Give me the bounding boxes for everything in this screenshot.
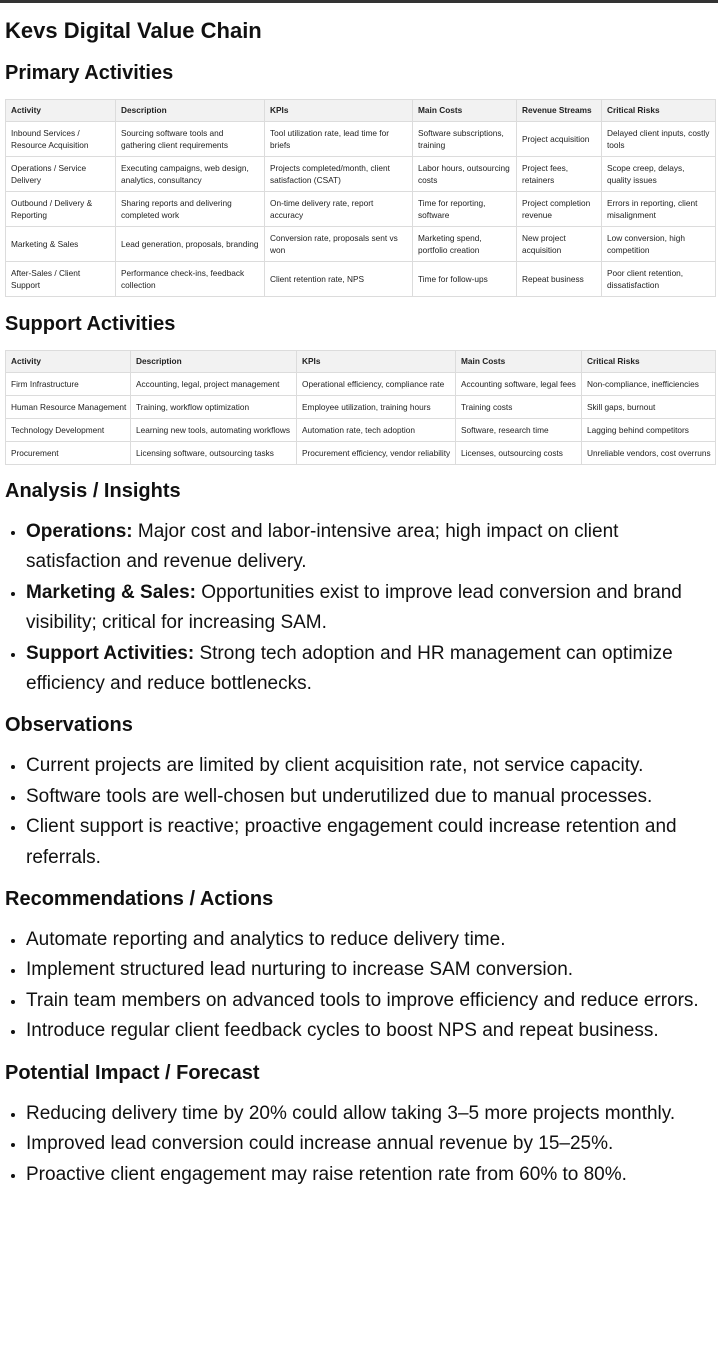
table-row [6, 396, 716, 419]
table-cell: Outbound / Delivery & Reporting [6, 192, 116, 227]
table-cell: After-Sales / Client Support [6, 262, 116, 297]
list-item: • Implement structured lead nurturing to increase SAM conversion. [26, 955, 713, 985]
table-cell: Marketing spend, portfolio creation [413, 227, 517, 262]
table-cell: Tool utilization rate, lead time for briefs [265, 122, 413, 157]
table-cell: Lagging behind competitors [582, 419, 716, 442]
table-cell: Performance check-ins, feedback collection [116, 262, 265, 297]
table-row [6, 262, 716, 297]
table-cell: Accounting, legal, project management [131, 373, 297, 396]
column-header: Description [116, 100, 265, 122]
table-cell: Repeat business [517, 262, 602, 297]
table-row [6, 192, 716, 227]
recommendations-list [5, 925, 713, 1047]
analysis-heading: Analysis / Insights [5, 480, 181, 502]
table-cell: Skill gaps, burnout [582, 396, 716, 419]
column-header: KPIs [265, 100, 413, 122]
column-header: Main Costs [413, 100, 517, 122]
table-cell: Client retention rate, NPS [265, 262, 413, 297]
table-cell: Sourcing software tools and gathering client requirements [116, 122, 265, 157]
table-row [6, 122, 716, 157]
table-cell: Training costs [456, 396, 582, 419]
table-cell: Inbound Services / Resource Acquisition [6, 122, 116, 157]
table-row [6, 442, 716, 465]
analysis-list [5, 517, 713, 699]
column-header: Revenue Streams [517, 100, 602, 122]
table-row [6, 227, 716, 262]
table-cell: Project completion revenue [517, 192, 602, 227]
table-cell: Procurement efficiency, vendor reliability [297, 442, 456, 465]
list-item: • Reducing delivery time by 20% could allow taking 3–5 more projects monthly. [26, 1099, 713, 1129]
table-cell: Operational efficiency, compliance rate [297, 373, 456, 396]
column-header: Activity [6, 351, 131, 373]
primary-activities-heading: Primary Activities [5, 62, 174, 84]
list-item-label: Marketing & Sales: [26, 581, 196, 603]
table-cell: Software subscriptions, training [413, 122, 517, 157]
column-header: Critical Risks [582, 351, 716, 373]
list-item: • Train team members on advanced tools to improve efficiency and reduce errors. [26, 986, 713, 1016]
list-item: • Automate reporting and analytics to reduce delivery time. [26, 925, 713, 955]
table-cell: Project fees, retainers [517, 157, 602, 192]
document-body [0, 16, 718, 1190]
table-cell: Errors in reporting, client misalignment [602, 192, 716, 227]
top-border [0, 0, 718, 3]
list-item-label: Support Activities: [26, 642, 195, 664]
table-header-row [6, 100, 716, 122]
table-cell: Time for reporting, software [413, 192, 517, 227]
list-item: • Proactive client engagement may raise retention rate from 60% to 80%. [26, 1160, 713, 1190]
table-cell: Low conversion, high competition [602, 227, 716, 262]
impact-list [5, 1099, 713, 1190]
table-cell: Licenses, outsourcing costs [456, 442, 582, 465]
table-cell: Time for follow-ups [413, 262, 517, 297]
list-item [26, 578, 713, 639]
table-cell: Delayed client inputs, costly tools [602, 122, 716, 157]
table-cell: Training, workflow optimization [131, 396, 297, 419]
impact-heading: Potential Impact / Forecast [5, 1061, 260, 1084]
list-item: • Current projects are limited by client acquisition rate, not service capacity. [26, 751, 713, 781]
list-item-text: Opportunities exist to improve lead conversion and brand visibility; critical for increasing SAM. [26, 581, 682, 634]
table-cell: Firm Infrastructure [6, 373, 131, 396]
column-header: Activity [6, 100, 116, 122]
table-cell: Software, research time [456, 419, 582, 442]
observations-heading: Observations [5, 714, 133, 737]
list-item [26, 517, 713, 578]
column-header: KPIs [297, 351, 456, 373]
table-cell: Employee utilization, training hours [297, 396, 456, 419]
table-cell: Labor hours, outsourcing costs [413, 157, 517, 192]
table-cell: Accounting software, legal fees [456, 373, 582, 396]
table-cell: On-time delivery rate, report accuracy [265, 192, 413, 227]
table-cell: Sharing reports and delivering completed work [116, 192, 265, 227]
list-item: • Software tools are well-chosen but underutilized due to manual processes. [26, 782, 713, 812]
table-cell: Unreliable vendors, cost overruns [582, 442, 716, 465]
table-row [6, 157, 716, 192]
column-header: Main Costs [456, 351, 582, 373]
table-cell: Projects completed/month, client satisfaction (CSAT) [265, 157, 413, 192]
table-cell: Poor client retention, dissatisfaction [602, 262, 716, 297]
support-activities-table [5, 350, 716, 465]
table-cell: Scope creep, delays, quality issues [602, 157, 716, 192]
table-header-row [6, 351, 716, 373]
table-cell: New project acquisition [517, 227, 602, 262]
table-cell: Conversion rate, proposals sent vs won [265, 227, 413, 262]
table-cell: Learning new tools, automating workflows [131, 419, 297, 442]
table-cell: Operations / Service Delivery [6, 157, 116, 192]
table-cell: Non-compliance, inefficiencies [582, 373, 716, 396]
table-cell: Executing campaigns, web design, analytics, consultancy [116, 157, 265, 192]
recommendations-heading: Recommendations / Actions [5, 888, 274, 911]
table-cell: Technology Development [6, 419, 131, 442]
table-cell: Project acquisition [517, 122, 602, 157]
table-row [6, 419, 716, 442]
list-item: • Client support is reactive; proactive engagement could increase retention and referrals. [26, 812, 713, 873]
table-cell: Human Resource Management [6, 396, 131, 419]
list-item-text: Strong tech adoption and HR management can optimize efficiency and reduce bottlenecks. [26, 642, 673, 695]
table-row [6, 373, 716, 396]
support-activities-heading: Support Activities [5, 313, 176, 335]
list-item: • Introduce regular client feedback cycles to boost NPS and repeat business. [26, 1016, 713, 1046]
column-header: Description [131, 351, 297, 373]
list-item: • Improved lead conversion could increase annual revenue by 15–25%. [26, 1129, 713, 1159]
table-cell: Procurement [6, 442, 131, 465]
list-item-text: Major cost and labor-intensive area; high impact on client satisfaction and revenue delivery. [26, 521, 619, 573]
primary-activities-table [5, 99, 716, 297]
list-item-label: Operations: [26, 521, 133, 542]
table-cell: Licensing software, outsourcing tasks [131, 442, 297, 465]
observations-list [5, 751, 713, 873]
column-header: Critical Risks [602, 100, 716, 122]
page-title: Kevs Digital Value Chain [5, 18, 262, 43]
table-cell: Lead generation, proposals, branding [116, 227, 265, 262]
table-cell: Automation rate, tech adoption [297, 419, 456, 442]
list-item [26, 639, 713, 700]
table-cell: Marketing & Sales [6, 227, 116, 262]
